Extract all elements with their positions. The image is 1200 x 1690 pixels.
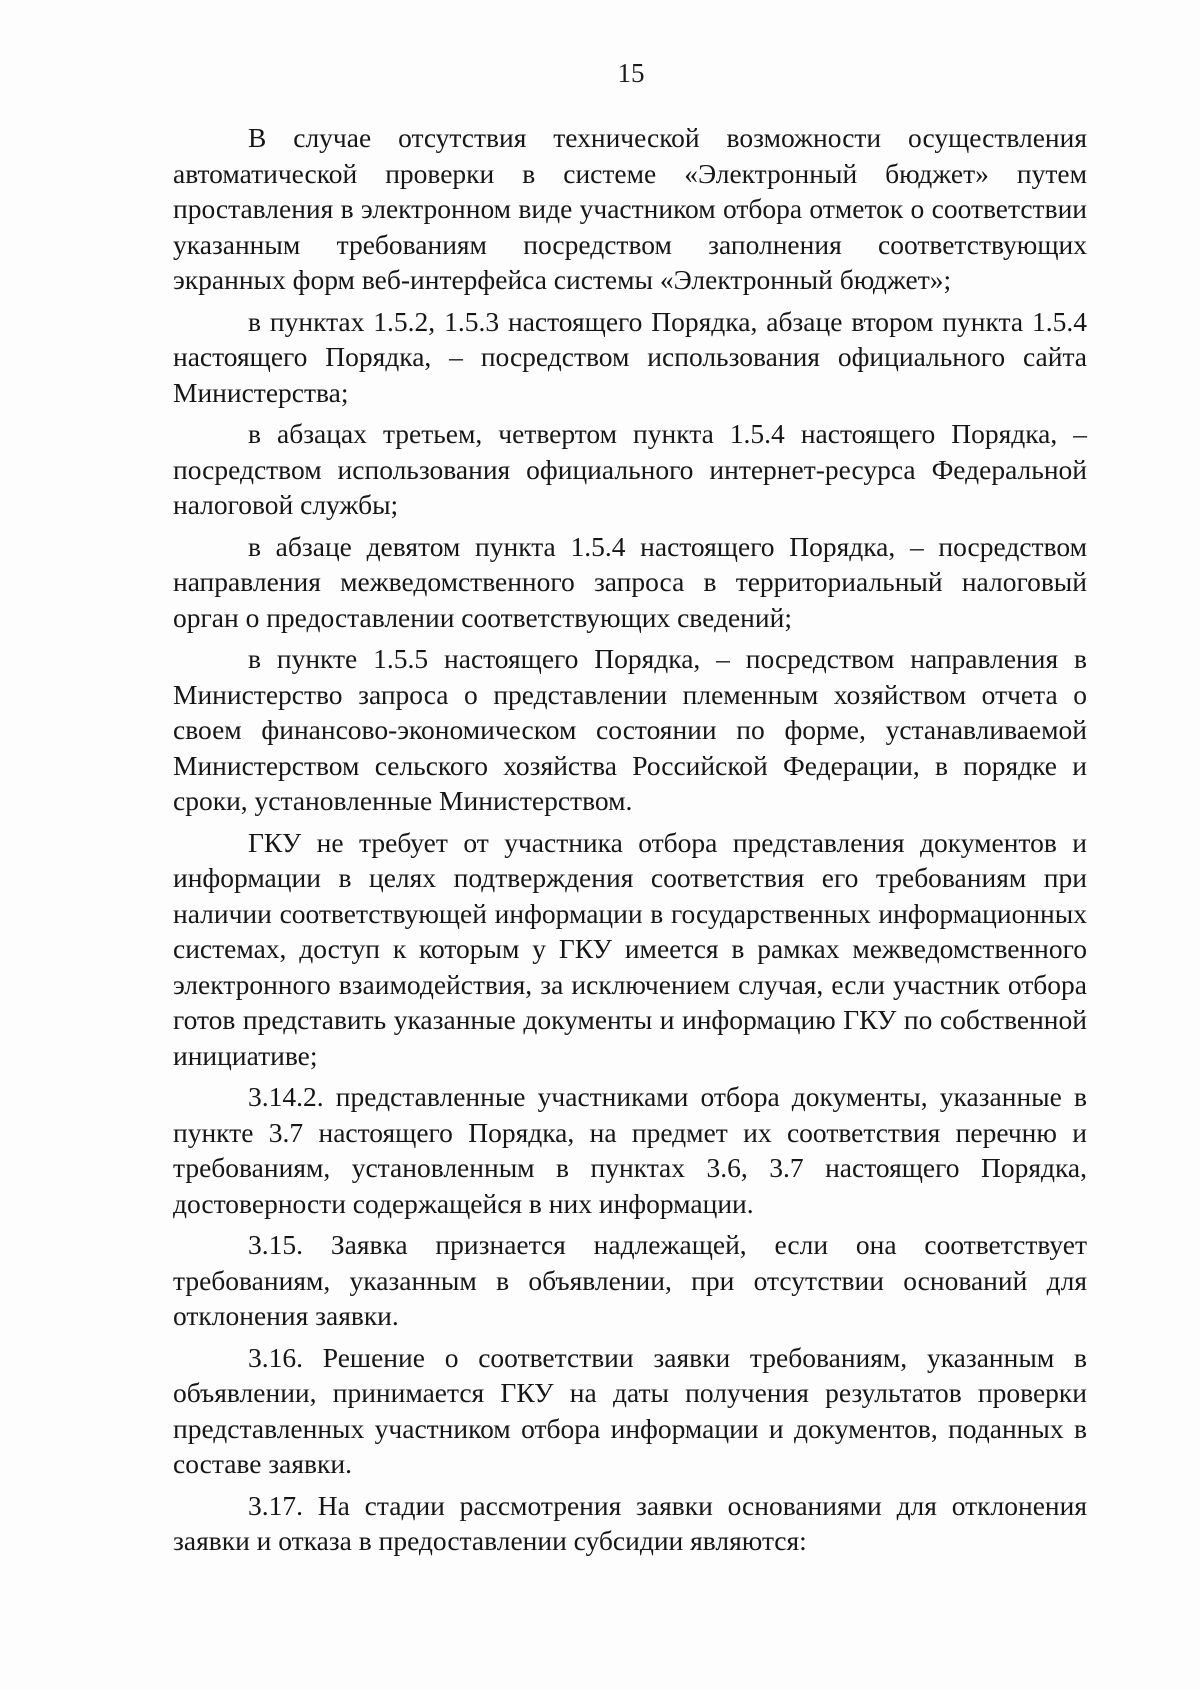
page-number: 15 bbox=[617, 58, 645, 88]
paragraph: в пунктах 1.5.2, 1.5.3 настоящего Порядка, абзаце втором пункта 1.5.4 настоящего Порядка, – посредством использования официального сайта Министерства; bbox=[173, 305, 1087, 408]
paragraph: 3.14.2. представленные участниками отбора документы, указанные в пункте 3.7 настоящего Порядка, на предмет их соответствия перечню и требованиям, установленным в пунктах 3.6, 3.7 настоящего Порядка, достоверности содержащейся в них информации. bbox=[173, 1081, 1087, 1219]
paragraph: 3.17. На стадии рассмотрения заявки основаниями для отклонения заявки и отказа в предоставлении субсидии являются: bbox=[173, 1489, 1087, 1556]
paragraph: В случае отсутствия технической возможности осуществления автоматической проверки в системе «Электронный бюджет» путем проставления в электронном виде участником отбора отметок о соответствии указанным требованиям посредством заполнения соответствующих экранных форм веб-интерфейса системы «Электронный бюджет»; bbox=[173, 122, 1087, 295]
paragraph: в абзаце девятом пункта 1.5.4 настоящего Порядка, – посредством направления межведомственного запроса в территориальный налоговый орган о предоставлении соответствующих сведений; bbox=[173, 530, 1087, 633]
paragraph: 3.16. Решение о соответствии заявки требованиям, указанным в объявлении, принимается ГКУ на даты получения результатов проверки представленных участником отбора информации и документов, поданных в составе заявки. bbox=[173, 1341, 1087, 1479]
paragraph: в абзацах третьем, четвертом пункта 1.5.4 настоящего Порядка, – посредством использования официального интернет-ресурса Федеральной налоговой службы; bbox=[173, 418, 1087, 520]
paragraph: в пункте 1.5.5 настоящего Порядка, – посредством направления в Министерство запроса о представлении племенным хозяйством отчета о своем финансово-экономическом состоянии по форме, устанавливаемой Министерством сельского хозяйства Российской Федерации, в порядке и сроки, установленные Министерством. bbox=[173, 643, 1087, 816]
paragraph: 3.15. Заявка признается надлежащей, если она соответствует требованиям, указанным в объявлении, при отсутствии оснований для отклонения заявки. bbox=[173, 1229, 1087, 1331]
document-body bbox=[173, 120, 1087, 1565]
paragraph: ГКУ не требует от участника отбора представления документов и информации в целях подтверждения соответствия его требованиям при наличии соответствующей информации в государственных информационных системах, доступ к которым у ГКУ имеется в рамках межведомственного электронного взаимодействия, за исключением случая, если участник отбора готов представить указанные документы и информацию ГКУ по собственной инициативе; bbox=[173, 826, 1087, 1071]
